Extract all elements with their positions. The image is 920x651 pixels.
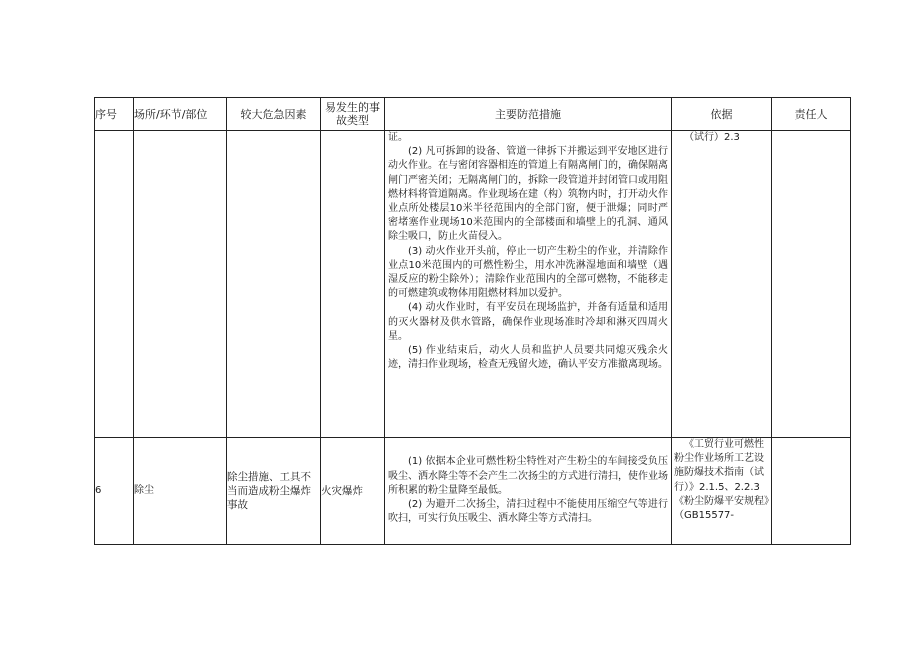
cell-accident-type (321, 131, 385, 438)
measure-text: 证。 (388, 132, 408, 143)
header-responsible: 责任人 (772, 98, 851, 131)
measure-text: (2) 凡可拆卸的设备、管道一律拆下并搬运到平安地区进行动火作业。在与密闭容器相连的管道上有隔离闸门的，确保隔离闸门严密关闭；无隔离闸门的，拆除一段管道并封闭管口或用阻燃材料将管道隔离。作业现场在建（构）筑物内时，打开动火作业点所处楼层10米半径范围内的全部门窗，便于泄爆；同时严密堵塞作业现场10米范围内的全部楼面和墙壁上的孔洞、通风除尘吸口，防止火苗侵入。 (388, 146, 668, 243)
measure-text: (4) 动火作业时，有平安员在现场监护，并备有适量和适用的灭火器材及供水管路，确保作业现场准时冷却和淋灭四周火星。 (388, 302, 668, 342)
cell-accident-type: 火灾爆炸 (321, 438, 385, 545)
table-row (95, 438, 851, 545)
header-location: 场所/环节/部位 (134, 98, 227, 131)
basis-text: 《工贸行业可燃性粉尘作业场所工艺设施防爆技术指南（试行）》2.1.5、2.2.3 《粉尘防爆平安规程》（GB15577- (674, 439, 770, 522)
table-header-row (95, 98, 851, 131)
basis-text: （试行）2.3 (684, 132, 740, 143)
header-accident-type: 易发生的事故类型 (321, 98, 385, 131)
cell-hazard: 除尘措施、工具不当而造成粉尘爆炸事故 (227, 438, 321, 545)
cell-basis (672, 131, 772, 438)
cell-location: 除尘 (134, 438, 227, 545)
header-basis: 依据 (672, 98, 772, 131)
header-measures: 主要防范措施 (385, 98, 672, 131)
table-row (95, 131, 851, 438)
cell-responsible (772, 438, 851, 545)
measure-text: (3) 动火作业开头前，停止一切产生粉尘的作业，并清除作业点10米范围内的可燃性粉尘，用水冲洗淋湿地面和墙壁（遇湿反应的粉尘除外）；清除作业范围内的全部可燃物，不能移走的可燃建筑或物体用阻燃材料加以爱护。 (388, 245, 668, 300)
measure-text: (5) 作业结束后，动火人员和监护人员要共同熄灭残余火迹，清扫作业现场，检查无残留火迹，确认平安方准撤离现场。 (388, 345, 668, 371)
cell-seq (95, 131, 134, 438)
header-hazard: 较大危急因素 (227, 98, 321, 131)
cell-responsible (772, 131, 851, 438)
cell-measures (385, 131, 672, 438)
safety-measures-table (94, 97, 851, 545)
measure-text: (1) 依据本企业可燃性粉尘特性对产生粉尘的车间接受负压吸尘、洒水降尘等不会产生二次扬尘的方式进行清扫，使作业场所积累的粉尘量降至最低。 (388, 456, 668, 496)
cell-hazard (227, 131, 321, 438)
cell-measures (385, 438, 672, 545)
cell-location (134, 131, 227, 438)
cell-basis (672, 438, 772, 545)
header-seq: 序号 (95, 98, 134, 131)
measure-text: (2) 为避开二次扬尘，清扫过程中不能使用压缩空气等进行吹扫，可实行负压吸尘、洒水降尘等方式清扫。 (388, 499, 668, 525)
cell-seq: 6 (95, 438, 134, 545)
